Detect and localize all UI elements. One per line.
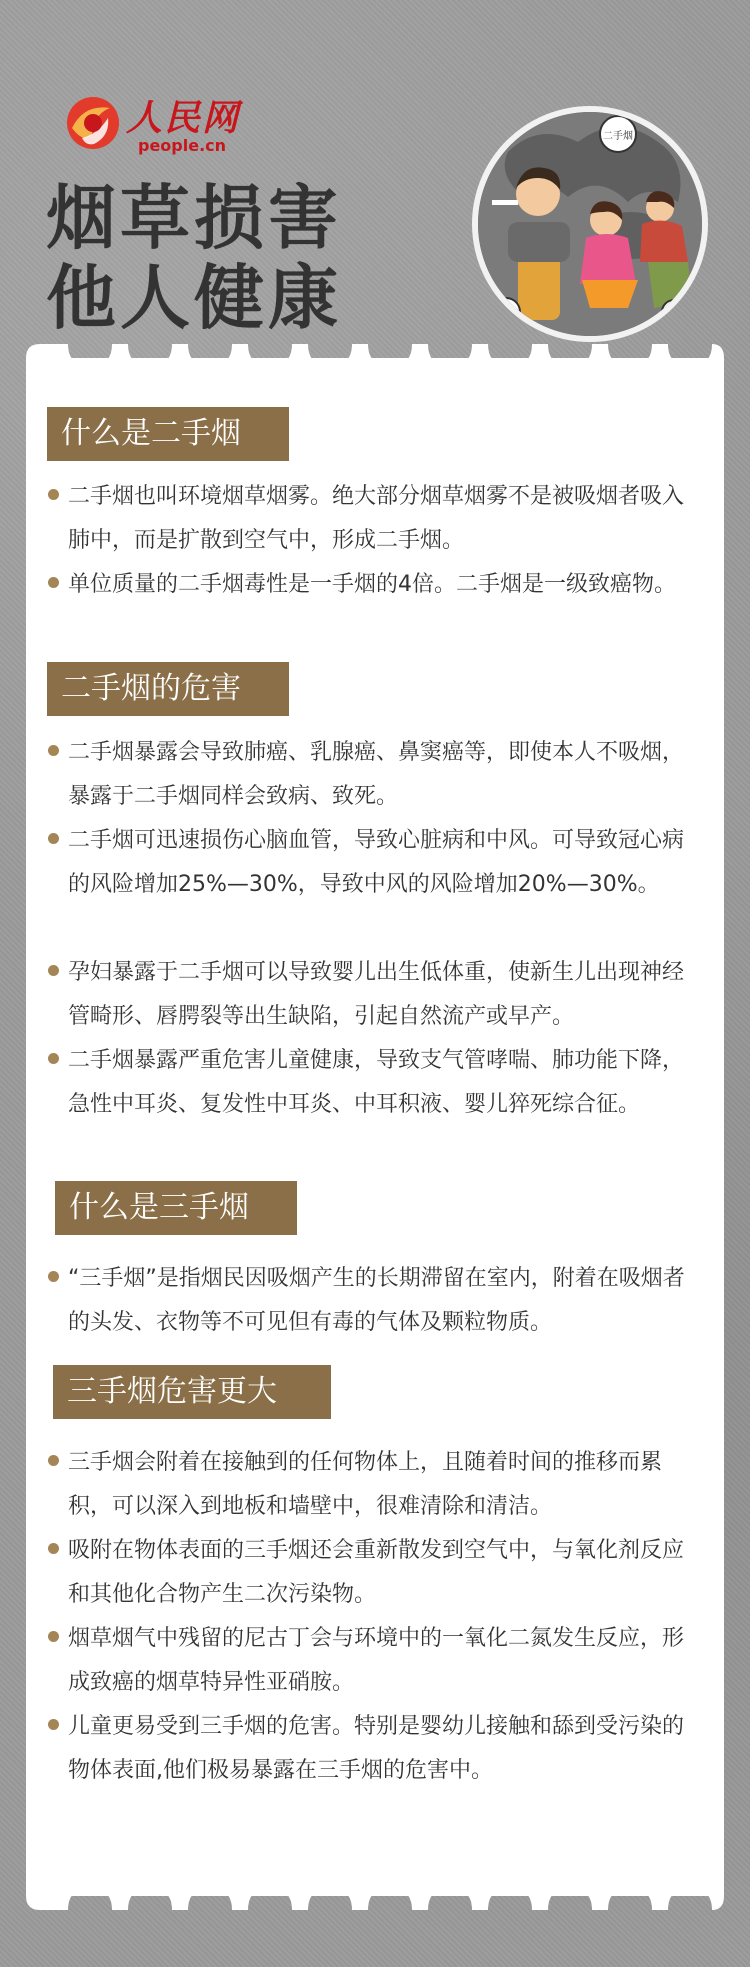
list-item-text: 二手烟也叫环境烟草烟雾。绝大部分烟草烟雾不是被吸烟者吸入肺中，而是扩散到空气中，形成二手烟。 <box>68 484 685 553</box>
list-item-text: 吸附在物体表面的三手烟还会重新散发到空气中，与氧化剂反应和其他化合物产生二次污染物。 <box>68 1538 685 1607</box>
section-heading-what-is-secondhand-smoke: 什么是二手烟 <box>47 407 289 461</box>
logo-domain-text: people.cn <box>138 136 227 155</box>
list-item <box>68 1529 698 1617</box>
bullet-icon <box>48 965 59 976</box>
list-item <box>68 563 698 607</box>
list-item <box>68 731 698 819</box>
bullet-icon <box>48 1053 59 1064</box>
list-item-text: 二手烟可迅速损伤心脑血管，导致心脏病和中风。可导致冠心病的风险增加25%—30%，导致中风的风险增加20%—30%。 <box>68 828 685 897</box>
list-item <box>68 475 698 563</box>
list-item-text: 单位质量的二手烟毒性是一手烟的4倍。二手烟是一级致癌物。 <box>68 572 676 597</box>
list-item <box>68 951 698 1039</box>
bullet-icon <box>48 1719 59 1730</box>
bullet-icon <box>48 745 59 756</box>
list-item <box>68 1617 698 1705</box>
page-title-line-1: 烟草损害 <box>46 177 342 259</box>
people-cn-logo <box>64 88 244 158</box>
logo-brand-text: 人民网 <box>126 97 241 139</box>
list-item <box>68 819 698 907</box>
list-item <box>68 1039 698 1127</box>
list-item <box>68 1441 698 1529</box>
page-title <box>46 178 342 338</box>
bullet-icon <box>48 577 59 588</box>
secondhand-smoke-illustration <box>472 106 708 342</box>
smoke-sign-text: 二手烟 <box>603 131 633 142</box>
list-item-text: 烟草烟气中残留的尼古丁会与环境中的一氧化二氮发生反应，形成致癌的烟草特异性亚硝胺。 <box>68 1626 685 1695</box>
section-heading-thirdhand-smoke-more-harmful: 三手烟危害更大 <box>53 1365 331 1419</box>
bullet-icon <box>48 1455 59 1466</box>
list-item-text: 儿童更易受到三手烟的危害。特别是婴幼儿接触和舔到受污染的物体表面,他们极易暴露在三手烟的危害中。 <box>68 1714 685 1783</box>
page-title-line-2: 他人健康 <box>46 257 342 339</box>
section-heading-secondhand-smoke-harm: 二手烟的危害 <box>47 662 289 716</box>
list-item <box>68 1705 698 1793</box>
list-item-text: 孕妇暴露于二手烟可以导致婴儿出生低体重，使新生儿出现神经管畸形、唇腭裂等出生缺陷，引起自然流产或早产。 <box>68 960 685 1029</box>
smoking-scene-image <box>478 112 702 336</box>
bullet-icon <box>48 1631 59 1642</box>
list-item-text: “三手烟”是指烟民因吸烟产生的长期滞留在室内，附着在吸烟者的头发、衣物等不可见但有毒的气体及颗粒物质。 <box>68 1266 685 1335</box>
logo-swirl-icon <box>64 94 122 152</box>
section-heading-what-is-thirdhand-smoke: 什么是三手烟 <box>55 1181 297 1235</box>
list-item <box>68 1257 698 1345</box>
bullet-icon <box>48 489 59 500</box>
bullet-icon <box>48 1543 59 1554</box>
list-item-text: 三手烟会附着在接触到的任何物体上，且随着时间的推移而累积，可以深入到地板和墙壁中，很难清除和清洁。 <box>68 1450 663 1519</box>
bullet-icon <box>48 1271 59 1282</box>
bullet-icon <box>48 833 59 844</box>
card-bottom-scallop-edge <box>26 1878 724 1914</box>
list-item-text: 二手烟暴露严重危害儿童健康，导致支气管哮喘、肺功能下降，急性中耳炎、复发性中耳炎、中耳积液、婴儿猝死综合征。 <box>68 1048 685 1117</box>
list-item-text: 二手烟暴露会导致肺癌、乳腺癌、鼻窦癌等，即使本人不吸烟，暴露于二手烟同样会致病、致死。 <box>68 740 685 809</box>
